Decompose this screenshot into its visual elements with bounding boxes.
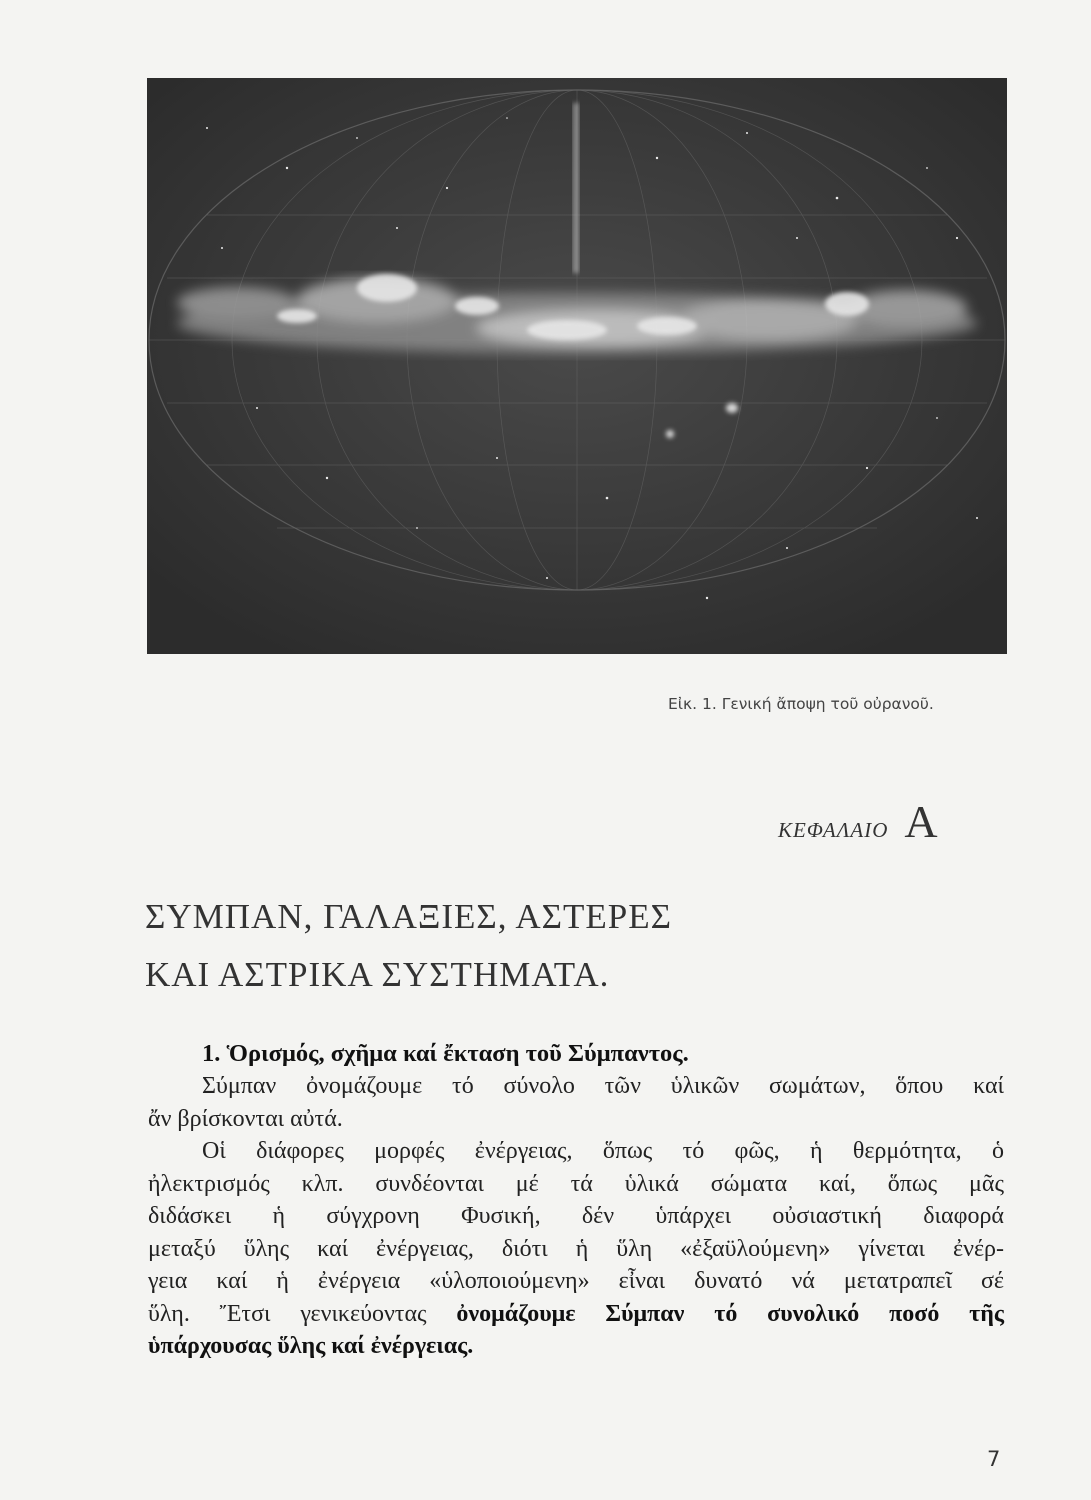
chapter-title bbox=[145, 888, 672, 1004]
emphasis-text: ὑπάρχουσας ὕλης καί ἐνέργειας. bbox=[148, 1333, 474, 1359]
text-line bbox=[148, 1298, 1004, 1331]
text-line: γεια καί ἡ ἐνέργεια «ὑλοποιούμενη» εἶναι δυνατό νά μετατραπεῖ σέ bbox=[148, 1268, 1004, 1294]
text-line: Σύμπαν ὀνομάζουμε τό σύνολο τῶν ὑλικῶν σωμάτων, ὅπου καί bbox=[202, 1073, 1004, 1099]
chapter-title-line: ΣΥΜΠΑΝ, ΓΑΛΑΞΙΕΣ, ΑΣΤΕΡΕΣ bbox=[145, 897, 672, 936]
text-line: ἠλεκτρισμός κλπ. συνδέονται μέ τά ὑλικά σώματα καί, ὅπως μᾶς bbox=[148, 1170, 1004, 1197]
text-line: Οἱ διάφορες μορφές ἐνέργειας, ὅπως τό φῶς, ἡ θερμότητα, ὁ bbox=[202, 1138, 1004, 1164]
text-segment: ὕλη. Ἔτσι γενικεύοντας bbox=[148, 1300, 457, 1327]
chapter-letter: Α bbox=[904, 796, 938, 847]
figure-caption: Εἰκ. 1. Γενική ἄποψη τοῦ οὐρανοῦ. bbox=[668, 695, 934, 713]
galaxy-sky-photo bbox=[147, 78, 1007, 654]
chapter-word: ΚΕΦΑΛΑΙΟ bbox=[778, 818, 889, 842]
text-line: μεταξύ ὕλης καί ἐνέργειας, διότι ἡ ὕλη «ἐξαϋλούμενη» γίνεται ἐνέρ- bbox=[148, 1235, 1004, 1262]
chapter-title-line: ΚΑΙ ΑΣΤΡΙΚΑ ΣΥΣΤΗΜΑΤΑ. bbox=[145, 955, 610, 994]
text-line: ἄν βρίσκονται αὐτά. bbox=[148, 1105, 343, 1132]
section-heading: 1. Ὁρισμός, σχῆμα καί ἔκταση τοῦ Σύμπαντος. bbox=[202, 1040, 689, 1067]
page-number: 7 bbox=[987, 1447, 1001, 1471]
body-text bbox=[148, 1070, 1004, 1363]
emphasis-text: ὀνομάζουμε Σύμπαν τό συνολικό ποσό τῆς bbox=[456, 1300, 1004, 1327]
text-line bbox=[148, 1330, 1004, 1363]
chapter-label bbox=[778, 795, 938, 848]
text-line: διδάσκει ἡ σύγχρονη Φυσική, δέν ὑπάρχει οὐσιαστική διαφορά bbox=[148, 1203, 1004, 1229]
